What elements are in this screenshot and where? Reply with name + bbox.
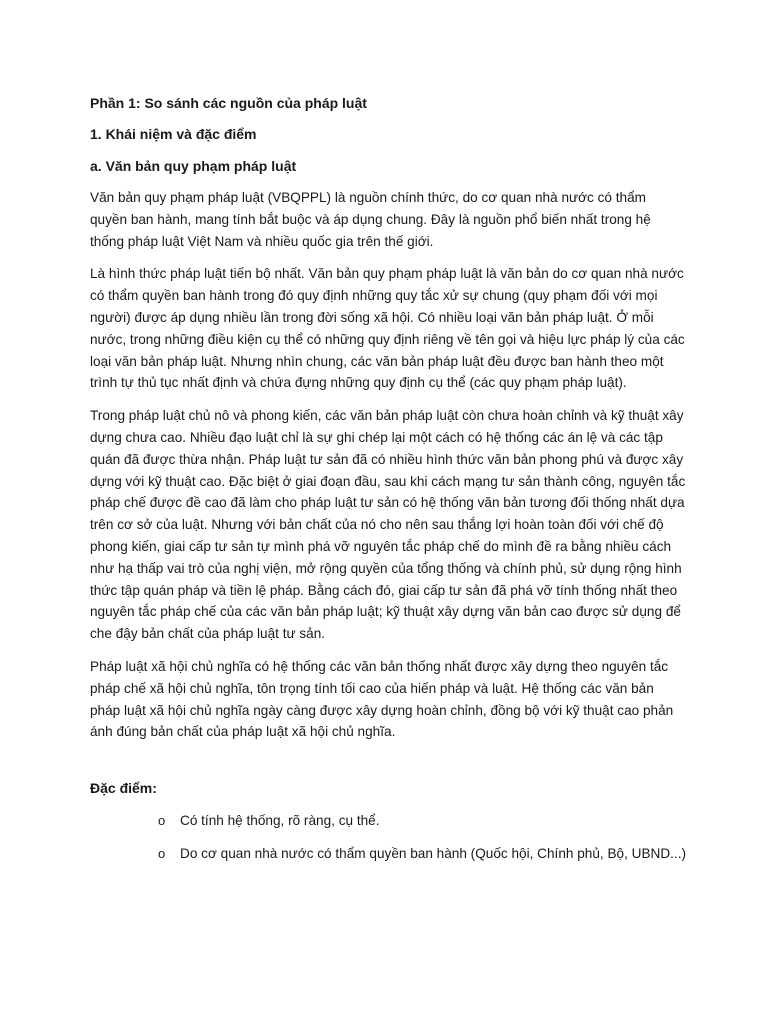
features-title: Đặc điểm: bbox=[90, 780, 157, 797]
subsection-title: a. Văn bản quy phạm pháp luật bbox=[90, 158, 297, 174]
paragraph-1: Văn bản quy phạm pháp luật (VBQPPL) là nguồn chính thức, do cơ quan nhà nước có thẩm quyền ban hành, mang tính bắt buộc và áp dụng chung. Đây là nguồn phổ biến nhất trong hệ thống pháp luật Việt Nam và nhiều quốc gia trên thế giới. bbox=[90, 190, 651, 249]
bullet-circle-icon: o bbox=[158, 813, 166, 829]
list-item-text: Có tính hệ thống, rõ ràng, cụ thể. bbox=[180, 813, 380, 829]
list-item bbox=[90, 843, 686, 865]
features-list bbox=[90, 810, 686, 865]
document-page bbox=[90, 90, 686, 876]
part-title: Phần 1: So sánh các nguồn của pháp luật bbox=[90, 95, 367, 111]
section-title: 1. Khái niệm và đặc điểm bbox=[90, 126, 257, 142]
paragraph-2: Là hình thức pháp luật tiến bộ nhất. Văn bản quy phạm pháp luật là văn bản do cơ quan nhà nước có thẩm quyền ban hành trong đó quy định những quy tắc xử sự chung (quy phạm đối với mọi người) được áp dụng nhiều lần trong đời sống xã hội. Có nhiều loại văn bản pháp luật. Ở mỗi nước, trong những điều kiện cụ thể có những quy định riêng về tên gọi và hiệu lực pháp lý của các loại văn bản pháp luật. Nhưng nhìn chung, các văn bản pháp luật đều được ban hành theo một trình tự thủ tục nhất định và chứa đựng những quy định cụ thể (các quy phạm pháp luật). bbox=[90, 266, 685, 391]
bullet-circle-icon: o bbox=[158, 845, 166, 861]
paragraph-4: Pháp luật xã hội chủ nghĩa có hệ thống các văn bản thống nhất được xây dựng theo nguyên tắc pháp chế xã hội chủ nghĩa, tôn trọng tính tối cao của hiến pháp và luật. Hệ thống các văn bản pháp luật xã hội chủ nghĩa ngày càng được xây dựng hoàn chỉnh, đồng bộ với kỹ thuật cao phản ánh đúng bản chất của pháp luật xã hội chủ nghĩa. bbox=[90, 658, 674, 740]
list-item bbox=[90, 810, 686, 832]
paragraph-3: Trong pháp luật chủ nô và phong kiến, các văn bản pháp luật còn chưa hoàn chỉnh và kỹ thuật xây dựng chưa cao. Nhiều đạo luật chỉ là sự ghi chép lại một cách có hệ thống các án lệ và các tập quán đã được thừa nhận. Pháp luật tư sản đã có nhiều hình thức văn bản phong phú và được xây dựng với kỹ thuật cao. Đặc biệt ở giai đoạn đầu, sau khi cách mạng tư sản thành công, nguyên tắc pháp chế được đề cao đã làm cho pháp luật tư sản có hệ thống văn bản tương đối thống nhất dựa trên cơ sở của luật. Nhưng với bản chất của nó cho nên sau thắng lợi hoàn toàn đối với chế độ phong kiến, giai cấp tư sản tự mình phá vỡ nguyên tắc pháp chế do mình đề ra bằng nhiều cách như hạ thấp vai trò của nghị viện, mở rộng quyền của tổng thống và chính phủ, sử dụng rộng hình thức tập quán pháp và tiền lệ pháp. Bằng cách đó, giai cấp tư sản đã phá vỡ tính thống nhất theo nguyên tắc pháp chế của các văn bản pháp luật; kỹ thuật xây dựng văn bản cao được sử dụng để che đậy bản chất của pháp luật tư sản. bbox=[90, 408, 686, 642]
list-item-text: Do cơ quan nhà nước có thẩm quyền ban hành (Quốc hội, Chính phủ, Bộ, UBND...) bbox=[180, 845, 687, 861]
